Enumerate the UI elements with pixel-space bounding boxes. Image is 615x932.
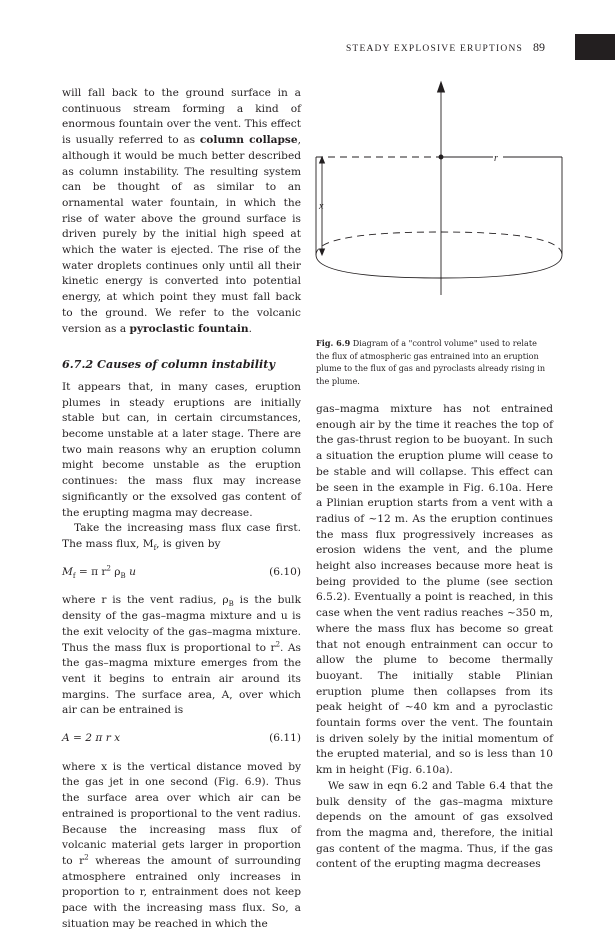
key-term: pyroclastic fountain [129, 322, 249, 335]
paragraph: where x is the vertical distance moved by the gas jet in one second (Fig. 6.9). Thus the surface area over which air can be entrained is proportional to the vent radius. Because the increasing mass flux of volcanic material gets larger in proportion to $r^2$ whereas the amount of surrounding atmosphere entrained only increases in proportion to r, entrainment does not keep pace with the increasing mass flux. So, a situation may be reached in which the [62, 760, 301, 930]
figure-caption: Fig. 6.9 Diagram of a "control volume" used to relate the flux of atmospheric gas entrained into an eruption plume to the flux of gas and pyroclasts already rising in the plume. [316, 338, 546, 386]
cylinder-bottom-front [316, 255, 562, 278]
paragraph: gas–magma mixture has not entrained enough air by the time it reaches the top of the gas-thrust region to be buoyant. In such a situation the eruption plume will cease to be stable and will collapse. This effect can be seen in the example in Fig. 6.10a. Here a Plinian eruption starts from a vent with a radius of ~12 m. As the eruption continues the mass flux progressively increases as erosion widens the vent, and the plume height also increases because more heat is being provided to the plume (see section 6.5.2). Eventually a point is reached, in this case when the vent radius reaches ~350 m, where the mass flux has become so great that not enough entrainment can occur to allow the plume to become thermally buoyant. The initially stable Plinian eruption plume then collapses from its peak height of ~40 km and a pyroclastic fountain forms over the vent. The fountain is driven solely by the initial momentum of the erupted material, and so is less than 10 km in height (Fig. 6.10a). [316, 403, 553, 777]
radius-label: r [494, 153, 498, 164]
right-column [316, 402, 553, 873]
paragraph: will fall back to the ground surface in a continuous stream forming a kind of enormous fountain over the vent. This effect is usually referred to as column collapse, although it would be much better described as column instability. The resulting system can be thought of as similar to an ornamental water fountain, in which the rise of water above the ground surface is driven purely by the initial high speed at which the water is ejected. The rise of the water droplets continues only until all their kinetic energy is converted into potential energy, at which point they must fall back to the ground. We refer to the volcanic version as a pyroclastic fountain. [62, 87, 301, 335]
axis-arrowhead [438, 82, 445, 92]
equation-6-11: A = 2 π r x (6.11) [62, 731, 301, 747]
equation-6-10: $M_f = \pi$ $r^2$ $\rho_B$ u (6.10) [62, 564, 301, 580]
paragraph: Take the increasing mass flux case first. The mass flux, $M_f$, is given by [62, 522, 301, 553]
cylinder-bottom-back [316, 232, 562, 255]
paragraph: where r is the vent radius, $\rho_B$ is the bulk density of the gas–magma mixture and u is the exit velocity of the gas–magma mixture. Thus the mass flux is proportional to $r^2$. As the gas–magma mixture emerges from the vent it begins to entrain air around its margins. The surface area, A, over which air can be entrained is [62, 594, 301, 717]
paragraph: We saw in eqn 6.2 and Table 6.4 that the bulk density of the gas–magma mixture depends on the amount of gas exsolved from the magma and, therefore, the initial gas content of the magma. Thus, if the gas content of the erupting magma decreases [316, 779, 553, 871]
section-heading: 6.7.2 Causes of column instability [62, 357, 275, 372]
equation-number: (6.10) [269, 565, 301, 578]
height-label: x [319, 201, 324, 212]
page-number: 89 [533, 40, 545, 54]
paragraph: It appears that, in many cases, eruption plumes in steady eruptions are initially stable but can, in certain circumstances, become unstable at a later stage. There are two main reasons why an eruption column might become unstable as the eruption continues: the mass flux may increase significantly or the exsolved gas content of the erupting magma may decrease. [62, 380, 301, 519]
key-term: column collapse [199, 134, 298, 147]
cylinder-center-dot [439, 155, 443, 159]
equation-number: (6.11) [269, 732, 301, 745]
running-title: STEADY EXPLOSIVE ERUPTIONS [345, 44, 523, 54]
